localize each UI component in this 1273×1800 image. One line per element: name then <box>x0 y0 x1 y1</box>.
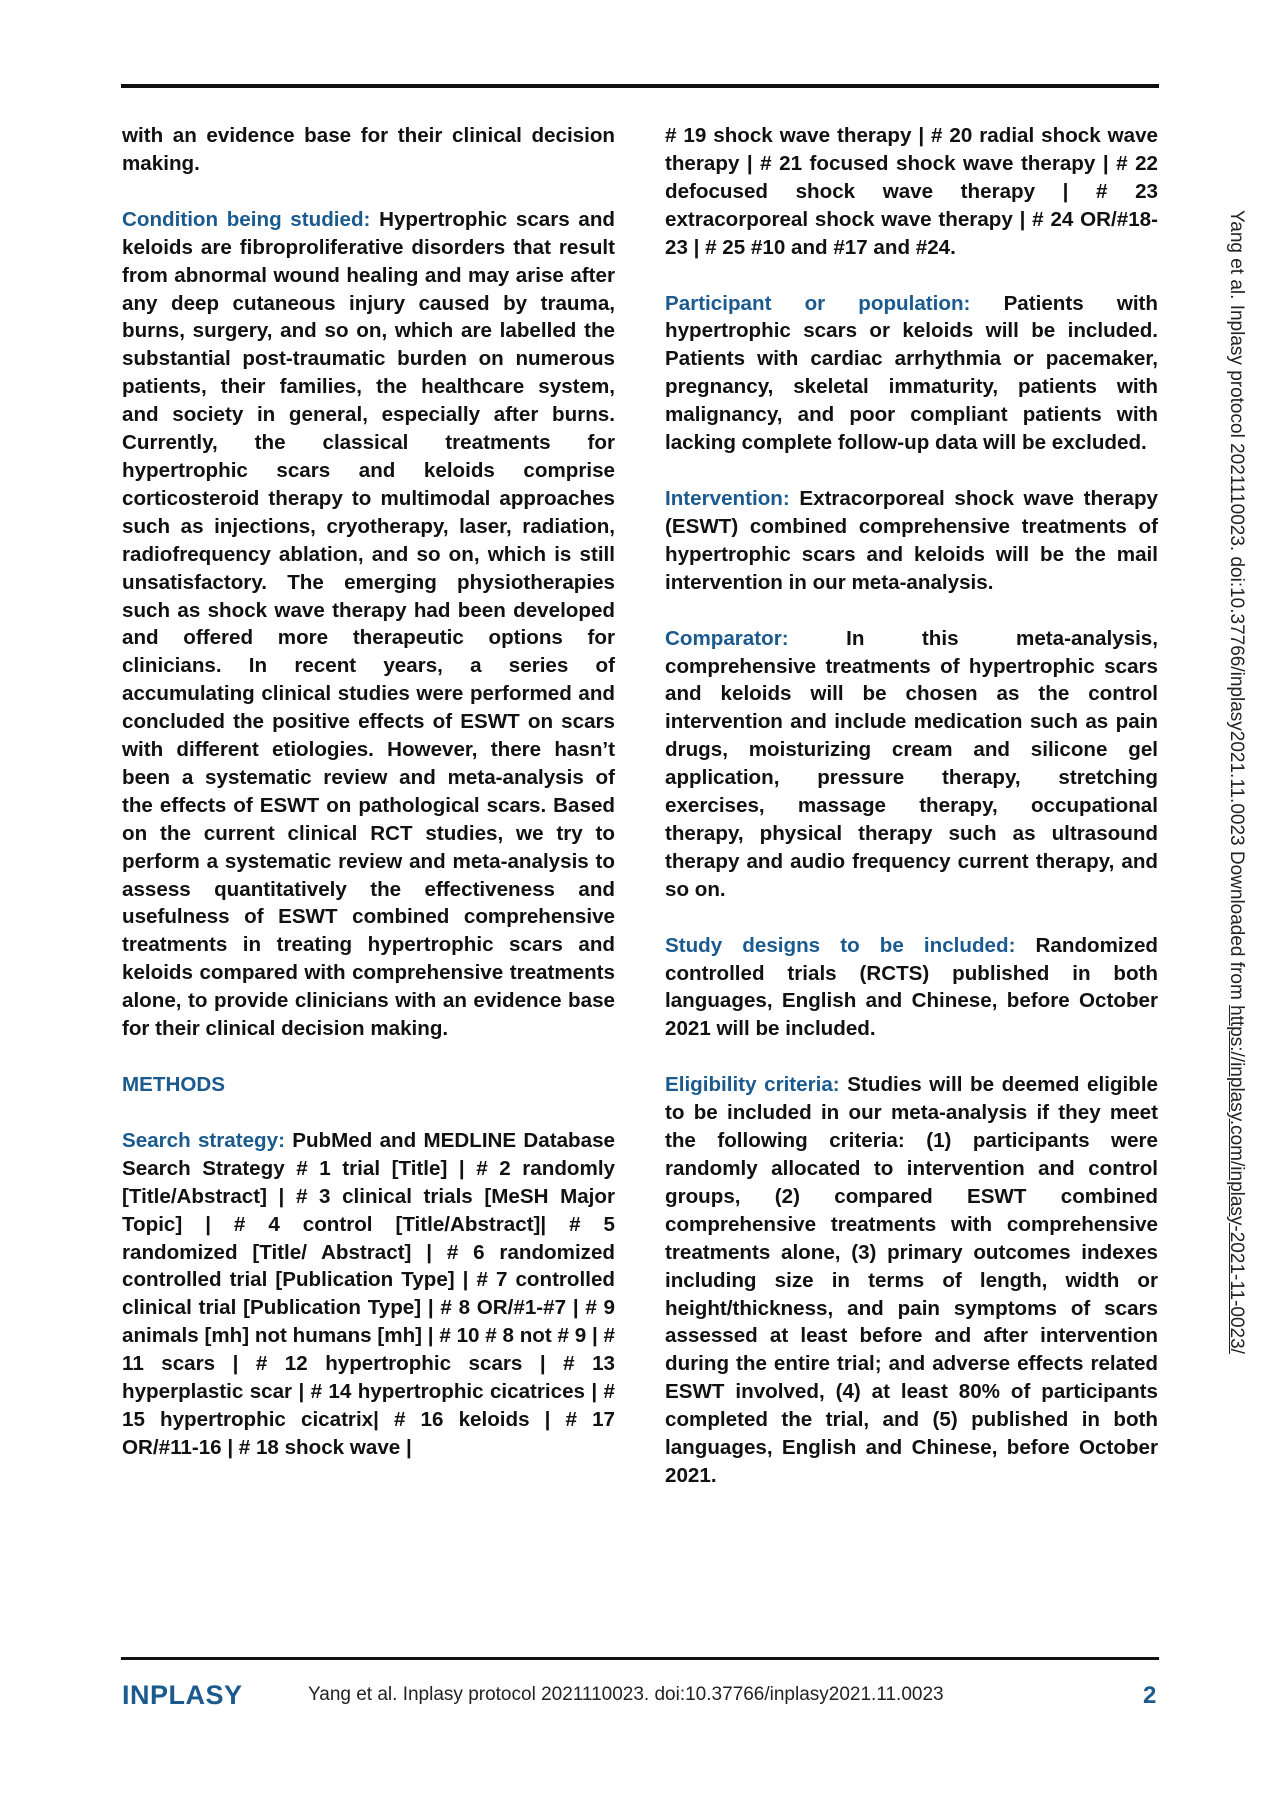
side-download-note <box>1225 210 1247 1354</box>
eligibility-text: Studies will be deemed eligible to be included in our meta-analysis if they meet the following criteria: (1) participants were randomly allocated to intervention and control groups, (2) compared ESWT combined comprehensive treatments with comprehensive treatments alone, (3) primary outcomes indexes including size in terms of length, width or height/thickness, and pain symptoms of scars assessed at least before and after intervention during the entire trial; and adverse effects related ESWT involved, (4) at least 80% of participants completed the trial, and (5) published in both languages, English and Chinese, before October 2021. <box>665 1073 1158 1487</box>
left-column <box>122 122 615 1490</box>
comparator-text: In this meta-analysis, comprehensive treatments of hypertrophic scars and keloids will be chosen as the control intervention and include medication such as pain drugs, moisturizing cream and silicone gel application, pressure therapy, stretching exercises, massage therapy, occupational therapy, physical therapy such as ultrasound therapy and audio frequency current therapy, and so on. <box>665 626 1158 901</box>
search-text: PubMed and MEDLINE Database Search Strategy # 1 trial [Title] | # 2 randomly [Title/Abstract] | # 3 clinical trials [MeSH Major Topic] | # 4 control [Title/Abstract]| # 5 randomized [Title/ Abstract] | # 6 randomized controlled trial [Publication Type] | # 7 controlled clinical trial [Publication Type] | # 8 OR/#1-#7 | # 9 animals [mh] not humans [mh] | # 10 # 8 not # 9 | # 11 scars | # 12 hypertrophic scars | # 13 hyperplastic scar | # 14 hypertrophic cicatrices | # 15 hypertrophic cicatrix| # 16 keloids | # 17 OR/#11-16 | # 18 shock wave | <box>122 1128 615 1459</box>
bottom-rule <box>121 1657 1159 1660</box>
participant-heading: Participant or population: <box>665 291 971 315</box>
search-heading: Search strategy: <box>122 1128 285 1152</box>
intervention-heading: Intervention: <box>665 486 790 510</box>
top-rule <box>121 84 1159 88</box>
side-note-text: Yang et al. Inplasy protocol 2021110023. doi:10.37766/inplasy2021.11.0023 Downloaded from <box>1226 210 1247 1006</box>
side-note-link[interactable]: https://inplasy.com/inplasy-2021-11-0023/ <box>1226 1005 1247 1354</box>
intro-text: with an evidence base for their clinical decision making. <box>122 124 615 175</box>
comparator-heading: Comparator: <box>665 626 789 650</box>
study-designs-text: Randomized controlled trials (RCTS) published in both languages, English and Chinese, before October 2021 will be included. <box>665 933 1158 1041</box>
study-designs-paragraph <box>665 932 1158 1044</box>
eligibility-paragraph <box>665 1071 1158 1490</box>
intro-paragraph <box>122 122 615 178</box>
participant-paragraph <box>665 290 1158 457</box>
intervention-text: Extracorporeal shock wave therapy (ESWT) combined comprehensive treatments of hypertrophic scars and keloids will be the mail intervention in our meta-analysis. <box>665 486 1158 594</box>
intervention-paragraph <box>665 485 1158 597</box>
study-designs-heading: Study designs to be included: <box>665 933 1016 957</box>
right-column <box>665 122 1158 1518</box>
condition-text: Hypertrophic scars and keloids are fibroproliferative disorders that result from abnormal wound healing and may arise after any deep cutaneous injury caused by trauma, burns, surgery, and so on, which are labelled the substantial post-traumatic burden on numerous patients, their families, the healthcare system, and society in general, especially after burns. Currently, the classical treatments for hypertrophic scars and keloids comprise corticosteroid therapy to multimodal approaches such as injections, cryotherapy, laser, radiation, radiofrequency ablation, and so on, which is still unsatisfactory. The emerging physiotherapies such as shock wave therapy had been developed and offered more therapeutic options for clinicians. In recent years, a series of accumulating clinical studies were performed and concluded the positive effects of ESWT on scars with different etiologies. However, there hasn’t been a systematic review and meta-analysis of the effects of ESWT on pathological scars. Based on the current clinical RCT studies, we try to perform a systematic review and meta-analysis to assess quantitatively the effectiveness and usefulness of ESWT combined comprehensive treatments in treating hypertrophic scars and keloids compared with comprehensive treatments alone, to provide clinicians with an evidence base for their clinical decision making. <box>122 207 616 1041</box>
condition-paragraph <box>122 206 615 1043</box>
participant-text: Patients with hypertrophic scars or keloids will be included. Patients with cardiac arrhythmia or pacemaker, pregnancy, skeletal immaturity, patients with malignancy, and poor compliant patients with lacking complete follow-up data will be excluded. <box>665 291 1158 455</box>
methods-title: METHODS <box>122 1073 225 1096</box>
comparator-paragraph <box>665 625 1158 904</box>
page-number: 2 <box>1143 1682 1157 1709</box>
search-continued-paragraph <box>665 122 1158 262</box>
footer-citation: Yang et al. Inplasy protocol 2021110023. doi:10.37766/inplasy2021.11.0023 <box>308 1684 944 1705</box>
eligibility-heading: Eligibility criteria: <box>665 1073 840 1097</box>
search-continued-text: # 19 shock wave therapy | # 20 radial shock wave therapy | # 21 focused shock wave therapy | # 22 defocused shock wave therapy | # 23 extracorporeal shock wave therapy | # 24 OR/#18-23 | # 25 #10 and #17 and #24. <box>665 124 1158 259</box>
search-paragraph <box>122 1127 615 1462</box>
condition-heading: Condition being studied: <box>122 207 371 231</box>
footer-brand-logo: INPLASY <box>122 1680 243 1710</box>
